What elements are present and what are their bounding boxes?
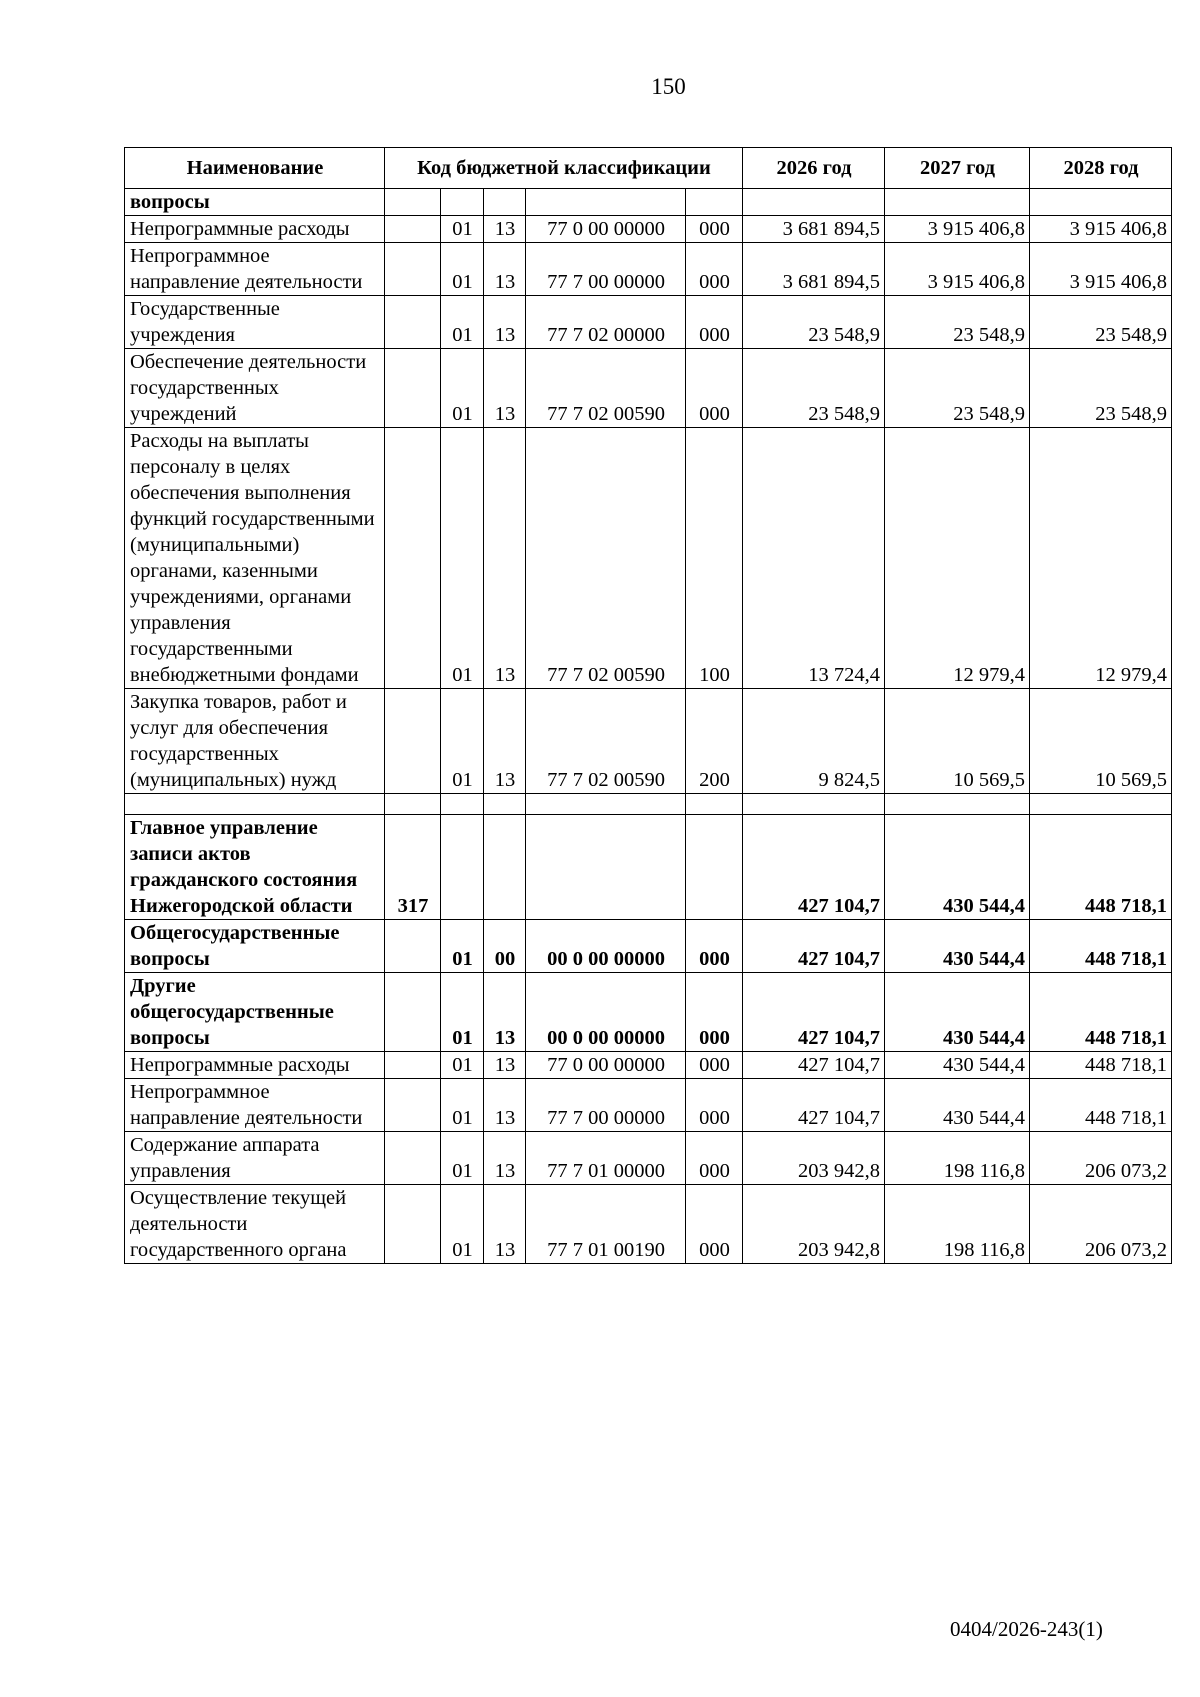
row-target-article: 77 7 02 00590 xyxy=(526,349,686,428)
row-target-article: 77 7 01 00000 xyxy=(526,1132,686,1185)
row-code xyxy=(385,189,441,216)
row-value-2026: 3 681 894,5 xyxy=(743,216,885,243)
header-2027: 2027 год xyxy=(885,148,1030,189)
row-value-2027: 430 544,4 xyxy=(885,920,1030,973)
row-value-2027: 198 116,8 xyxy=(885,1132,1030,1185)
row-code xyxy=(385,428,441,689)
row-section: 01 xyxy=(441,973,484,1052)
row-name: Закупка товаров, работ и услуг для обеспечения государственных (муниципальных) нужд xyxy=(125,689,385,794)
row-target-article: 77 7 00 00000 xyxy=(526,1079,686,1132)
row-target-article: 00 0 00 00000 xyxy=(526,973,686,1052)
row-subsection: 13 xyxy=(484,349,526,428)
row-value-2027 xyxy=(885,794,1030,815)
row-value-2028: 448 718,1 xyxy=(1030,1079,1172,1132)
row-expense-type xyxy=(686,815,743,920)
row-value-2028: 3 915 406,8 xyxy=(1030,243,1172,296)
row-value-2028: 448 718,1 xyxy=(1030,973,1172,1052)
row-code xyxy=(385,1079,441,1132)
row-value-2026 xyxy=(743,189,885,216)
table-body xyxy=(125,189,1172,1264)
row-value-2027: 430 544,4 xyxy=(885,973,1030,1052)
row-code xyxy=(385,243,441,296)
row-section: 01 xyxy=(441,216,484,243)
header-2026: 2026 год xyxy=(743,148,885,189)
row-expense-type: 000 xyxy=(686,1052,743,1079)
row-code xyxy=(385,216,441,243)
document-code: 0404/2026-243(1) xyxy=(950,1617,1103,1641)
row-value-2026: 203 942,8 xyxy=(743,1132,885,1185)
row-target-article: 77 0 00 00000 xyxy=(526,1052,686,1079)
row-name xyxy=(125,794,385,815)
row-target-article: 77 7 02 00000 xyxy=(526,296,686,349)
row-expense-type: 000 xyxy=(686,920,743,973)
row-expense-type: 000 xyxy=(686,349,743,428)
row-value-2027: 3 915 406,8 xyxy=(885,243,1030,296)
row-subsection: 13 xyxy=(484,1132,526,1185)
row-code xyxy=(385,689,441,794)
row-value-2027: 3 915 406,8 xyxy=(885,216,1030,243)
row-value-2026 xyxy=(743,794,885,815)
row-name: вопросы xyxy=(125,189,385,216)
header-code: Код бюджетной классификации xyxy=(385,148,743,189)
row-name: Содержание аппарата управления xyxy=(125,1132,385,1185)
row-name: Непрограммное направление деятельности xyxy=(125,1079,385,1132)
row-value-2026: 427 104,7 xyxy=(743,1052,885,1079)
row-value-2028: 23 548,9 xyxy=(1030,296,1172,349)
row-expense-type: 000 xyxy=(686,1185,743,1264)
row-expense-type xyxy=(686,794,743,815)
row-expense-type: 000 xyxy=(686,216,743,243)
row-expense-type: 000 xyxy=(686,973,743,1052)
row-value-2026: 427 104,7 xyxy=(743,815,885,920)
row-code xyxy=(385,296,441,349)
row-name: Осуществление текущей деятельности государственного органа xyxy=(125,1185,385,1264)
row-target-article: 77 0 00 00000 xyxy=(526,216,686,243)
table-row xyxy=(125,973,1172,1052)
row-expense-type: 000 xyxy=(686,1132,743,1185)
row-section: 01 xyxy=(441,1185,484,1264)
row-value-2028: 23 548,9 xyxy=(1030,349,1172,428)
table-row xyxy=(125,349,1172,428)
row-code xyxy=(385,349,441,428)
row-expense-type: 000 xyxy=(686,243,743,296)
row-section: 01 xyxy=(441,428,484,689)
row-value-2026: 9 824,5 xyxy=(743,689,885,794)
row-section: 01 xyxy=(441,1132,484,1185)
row-value-2026: 13 724,4 xyxy=(743,428,885,689)
table-row xyxy=(125,815,1172,920)
row-expense-type: 000 xyxy=(686,296,743,349)
row-value-2028: 448 718,1 xyxy=(1030,920,1172,973)
row-value-2028 xyxy=(1030,794,1172,815)
row-section: 01 xyxy=(441,1052,484,1079)
row-value-2026: 203 942,8 xyxy=(743,1185,885,1264)
row-value-2027: 23 548,9 xyxy=(885,349,1030,428)
table-row xyxy=(125,189,1172,216)
row-value-2028 xyxy=(1030,189,1172,216)
row-subsection: 13 xyxy=(484,428,526,689)
row-target-article xyxy=(526,815,686,920)
table-row xyxy=(125,794,1172,815)
page-number: 150 xyxy=(651,74,686,99)
row-value-2028: 10 569,5 xyxy=(1030,689,1172,794)
row-value-2026: 3 681 894,5 xyxy=(743,243,885,296)
row-subsection: 13 xyxy=(484,1052,526,1079)
row-value-2028: 448 718,1 xyxy=(1030,815,1172,920)
table-row xyxy=(125,1052,1172,1079)
header-row xyxy=(125,148,1172,189)
budget-table xyxy=(124,147,1172,1264)
row-value-2027: 10 569,5 xyxy=(885,689,1030,794)
row-value-2028: 448 718,1 xyxy=(1030,1052,1172,1079)
row-value-2028: 206 073,2 xyxy=(1030,1132,1172,1185)
row-subsection: 13 xyxy=(484,689,526,794)
row-section: 01 xyxy=(441,920,484,973)
row-section: 01 xyxy=(441,349,484,428)
row-value-2028: 12 979,4 xyxy=(1030,428,1172,689)
row-name: Расходы на выплаты персоналу в целях обеспечения выполнения функций государственными (муниципальными) органами, казенными учреждениями, органами управления государственными внебюджетными фондами xyxy=(125,428,385,689)
row-expense-type: 100 xyxy=(686,428,743,689)
row-target-article: 77 7 02 00590 xyxy=(526,428,686,689)
row-subsection: 13 xyxy=(484,296,526,349)
row-name: Другие общегосударственные вопросы xyxy=(125,973,385,1052)
row-section xyxy=(441,189,484,216)
table-row xyxy=(125,1185,1172,1264)
row-expense-type: 200 xyxy=(686,689,743,794)
row-section xyxy=(441,815,484,920)
row-subsection: 13 xyxy=(484,1079,526,1132)
row-name: Непрограммные расходы xyxy=(125,216,385,243)
row-section: 01 xyxy=(441,1079,484,1132)
table-row xyxy=(125,920,1172,973)
row-value-2027: 198 116,8 xyxy=(885,1185,1030,1264)
table-row xyxy=(125,689,1172,794)
row-name: Непрограммные расходы xyxy=(125,1052,385,1079)
row-value-2027: 430 544,4 xyxy=(885,815,1030,920)
row-value-2028: 3 915 406,8 xyxy=(1030,216,1172,243)
row-name: Государственные учреждения xyxy=(125,296,385,349)
row-code xyxy=(385,973,441,1052)
row-value-2026: 23 548,9 xyxy=(743,296,885,349)
row-target-article: 77 7 00 00000 xyxy=(526,243,686,296)
table-row xyxy=(125,216,1172,243)
row-target-article xyxy=(526,189,686,216)
row-subsection: 13 xyxy=(484,216,526,243)
row-value-2027: 430 544,4 xyxy=(885,1079,1030,1132)
row-value-2026: 427 104,7 xyxy=(743,920,885,973)
row-subsection: 13 xyxy=(484,1185,526,1264)
table-row xyxy=(125,296,1172,349)
row-section: 01 xyxy=(441,243,484,296)
table-row xyxy=(125,1079,1172,1132)
row-subsection: 13 xyxy=(484,973,526,1052)
table-row xyxy=(125,243,1172,296)
header-2028: 2028 год xyxy=(1030,148,1172,189)
row-subsection xyxy=(484,815,526,920)
row-target-article: 00 0 00 00000 xyxy=(526,920,686,973)
row-subsection xyxy=(484,794,526,815)
row-section: 01 xyxy=(441,296,484,349)
row-name: Обеспечение деятельности государственных учреждений xyxy=(125,349,385,428)
row-value-2027 xyxy=(885,189,1030,216)
row-name: Главное управление записи актов гражданского состояния Нижегородской области xyxy=(125,815,385,920)
row-value-2026: 427 104,7 xyxy=(743,973,885,1052)
row-subsection: 00 xyxy=(484,920,526,973)
row-subsection: 13 xyxy=(484,243,526,296)
row-value-2026: 427 104,7 xyxy=(743,1079,885,1132)
table-row xyxy=(125,1132,1172,1185)
row-subsection xyxy=(484,189,526,216)
table-row xyxy=(125,428,1172,689)
row-value-2028: 206 073,2 xyxy=(1030,1185,1172,1264)
row-code: 317 xyxy=(385,815,441,920)
row-section: 01 xyxy=(441,689,484,794)
row-value-2026: 23 548,9 xyxy=(743,349,885,428)
row-target-article: 77 7 01 00190 xyxy=(526,1185,686,1264)
row-code xyxy=(385,1185,441,1264)
row-code xyxy=(385,1052,441,1079)
row-code xyxy=(385,920,441,973)
row-value-2027: 12 979,4 xyxy=(885,428,1030,689)
row-value-2027: 430 544,4 xyxy=(885,1052,1030,1079)
row-target-article: 77 7 02 00590 xyxy=(526,689,686,794)
row-target-article xyxy=(526,794,686,815)
row-section xyxy=(441,794,484,815)
row-name: Непрограммное направление деятельности xyxy=(125,243,385,296)
row-code xyxy=(385,794,441,815)
header-name: Наименование xyxy=(125,148,385,189)
row-code xyxy=(385,1132,441,1185)
row-expense-type: 000 xyxy=(686,1079,743,1132)
row-name: Общегосударственные вопросы xyxy=(125,920,385,973)
row-value-2027: 23 548,9 xyxy=(885,296,1030,349)
row-expense-type xyxy=(686,189,743,216)
